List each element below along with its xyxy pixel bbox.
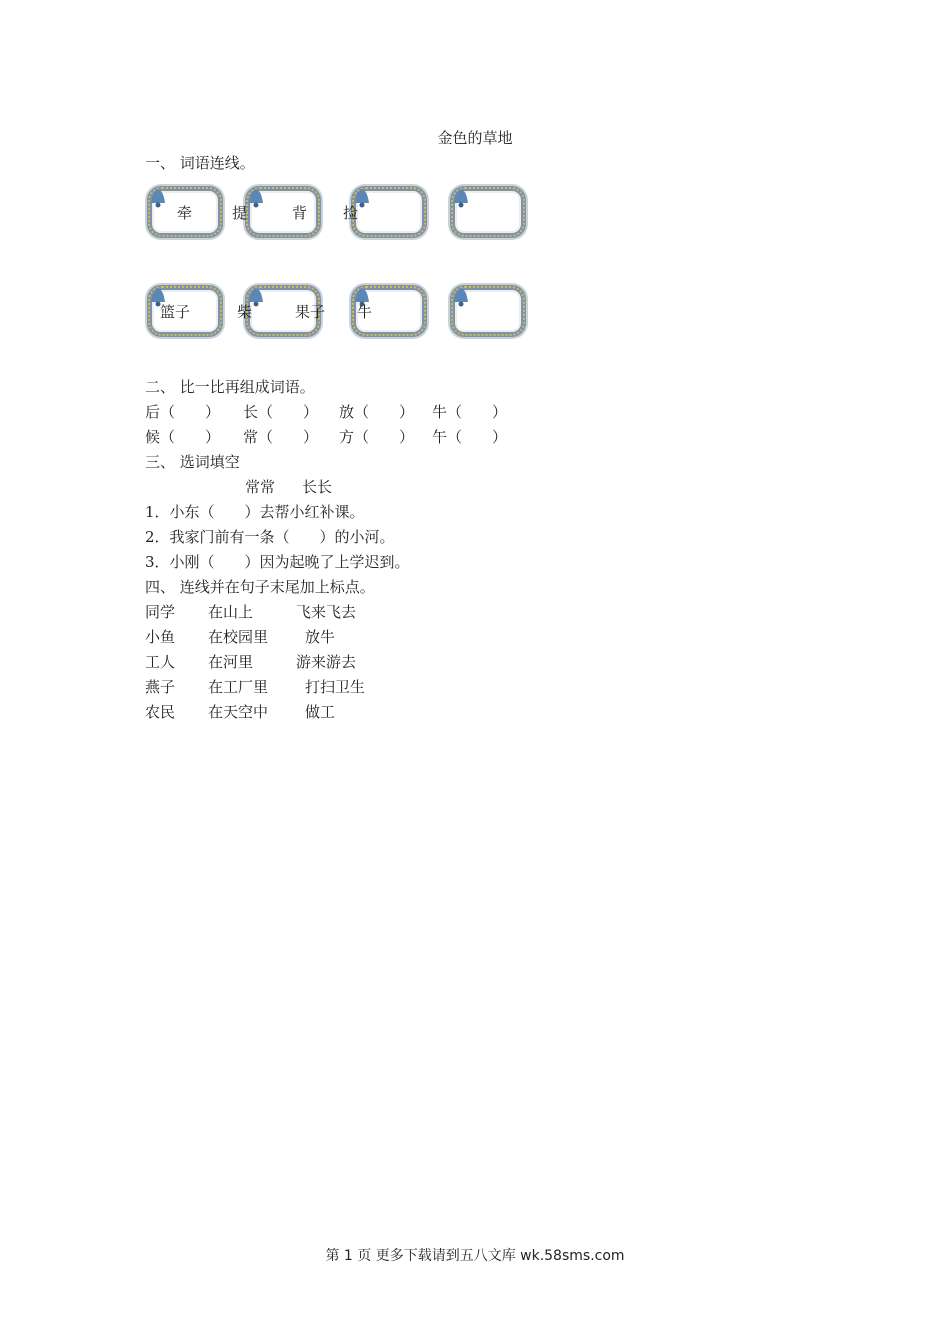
page-footer: 第 1 页 更多下载请到五八文库 wk.58sms.com <box>325 1248 625 1264</box>
word-frame <box>245 186 321 238</box>
bell-icon <box>452 187 470 209</box>
page-title: 金色的草地 <box>437 129 513 147</box>
bottom-word: 牛 <box>357 303 373 321</box>
section2-heading: 二、 比一比再组成词语。 <box>145 378 315 396</box>
place-phrase: 在工厂里 <box>208 678 269 696</box>
fill-item: 1．小东（ ）去帮小红补课。 <box>145 503 365 521</box>
word-choice: 常常 <box>245 478 276 496</box>
compare-item: 方（ ） <box>339 428 415 446</box>
place-phrase: 在河里 <box>208 653 254 671</box>
section1-heading: 一、 词语连线。 <box>145 154 255 172</box>
action-phrase: 打扫卫生 <box>305 678 366 696</box>
section4-heading: 四、 连线并在句子末尾加上标点。 <box>145 578 375 596</box>
word-frame <box>450 186 526 238</box>
bell-icon <box>149 187 167 209</box>
compare-item: 长（ ） <box>243 403 319 421</box>
subject-word: 农民 <box>145 703 176 721</box>
bell-icon <box>452 286 470 308</box>
action-phrase: 放牛 <box>305 628 336 646</box>
bottom-word: 果子 <box>295 303 326 321</box>
compare-item: 常（ ） <box>243 428 319 446</box>
subject-word: 同学 <box>145 603 176 621</box>
action-phrase: 游来游去 <box>296 653 357 671</box>
word-choice: 长长 <box>302 478 333 496</box>
top-word: 捡 <box>343 204 359 222</box>
compare-item: 候（ ） <box>145 428 221 446</box>
bottom-word: 篮子 <box>160 303 191 321</box>
section3-heading: 三、 选词填空 <box>145 453 240 471</box>
action-phrase: 飞来飞去 <box>296 603 357 621</box>
word-frame <box>450 285 526 337</box>
word-frame <box>351 186 427 238</box>
compare-item: 牛（ ） <box>432 403 508 421</box>
subject-word: 小鱼 <box>145 628 176 646</box>
compare-item: 放（ ） <box>339 403 415 421</box>
action-phrase: 做工 <box>305 703 336 721</box>
compare-item: 午（ ） <box>432 428 508 446</box>
subject-word: 燕子 <box>145 678 176 696</box>
bottom-word: 柴 <box>237 303 253 321</box>
top-word: 提 <box>232 204 248 222</box>
fill-item: 2．我家门前有一条（ ）的小河。 <box>145 528 395 546</box>
compare-item: 后（ ） <box>145 403 221 421</box>
place-phrase: 在山上 <box>208 603 254 621</box>
place-phrase: 在校园里 <box>208 628 269 646</box>
bell-icon <box>247 187 265 209</box>
place-phrase: 在天空中 <box>208 703 269 721</box>
top-word: 背 <box>292 204 308 222</box>
fill-item: 3．小刚（ ）因为起晚了上学迟到。 <box>145 553 410 571</box>
top-word: 牵 <box>177 204 193 222</box>
subject-word: 工人 <box>145 653 176 671</box>
